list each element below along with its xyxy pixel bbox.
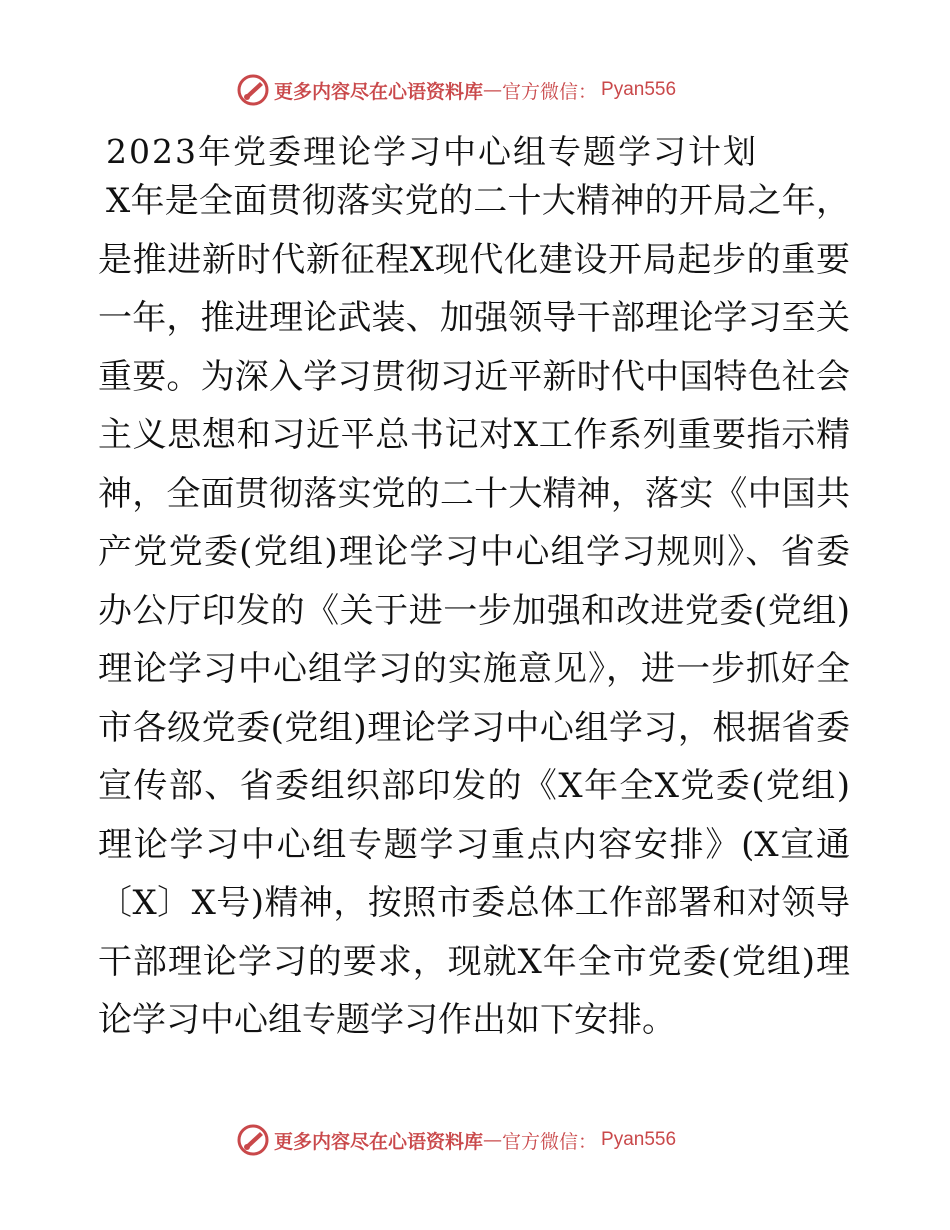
body-line: 产党党委(党组)理论学习中心组学习规则》、省委: [98, 532, 850, 572]
watermark-separator: —: [483, 79, 503, 101]
body-line: 是推进新时代新征程X现代化建设开局起步的重要: [98, 239, 850, 280]
brush-logo-icon: [236, 73, 270, 107]
body-line: 重要。为深入学习贯彻习近平新时代中国特色社会: [98, 356, 850, 397]
watermark-official-label: 官方微信：: [502, 80, 598, 103]
body-line: 神，全面贯彻落实党的二十大精神，落实《中国共: [98, 473, 850, 514]
watermark-text: 更多内容尽在心语资料库: [274, 80, 484, 103]
body-line: 市各级党委(党组)理论学习中心组学习，根据省委: [98, 707, 850, 748]
watermark-separator: —: [483, 1129, 503, 1151]
body-line: 干部理论学习的要求，现就X年全市党委(党组)理: [98, 941, 850, 982]
watermark-banner-bottom: [236, 1120, 716, 1160]
document-title: 2023年党委理论学习中心组专题学习计划: [106, 132, 758, 171]
watermark-wechat-id: Pyan556: [601, 79, 677, 100]
body-line: 理论学习中心组学习的实施意见》，进一步抓好全: [98, 649, 850, 689]
body-line: 〔X〕X号)精神，按照市委总体工作部署和对领导: [98, 883, 850, 923]
watermark-wechat-id: Pyan556: [601, 1129, 677, 1150]
body-line: 主义思想和习近平总书记对X工作系列重要指示精: [98, 415, 850, 455]
watermark-banner-top: [236, 70, 716, 110]
body-line: X年是全面贯彻落实党的二十大精神的开局之年，: [106, 181, 850, 221]
watermark-text: 更多内容尽在心语资料库: [274, 1130, 484, 1153]
body-line: 理论学习中心组专题学习重点内容安排》(X宣通: [98, 824, 850, 865]
document-body: [98, 172, 850, 1050]
body-line: 办公厅印发的《关于进一步加强和改进党委(党组): [98, 590, 850, 631]
body-line: 论学习中心组专题学习作出如下安排。: [98, 1000, 676, 1040]
watermark-official-label: 官方微信：: [502, 1130, 598, 1153]
body-line: 宣传部、省委组织部印发的《X年全X党委(党组): [98, 766, 850, 806]
body-line: 一年，推进理论武装、加强领导干部理论学习至关: [98, 298, 850, 338]
brush-logo-icon: [236, 1123, 270, 1157]
